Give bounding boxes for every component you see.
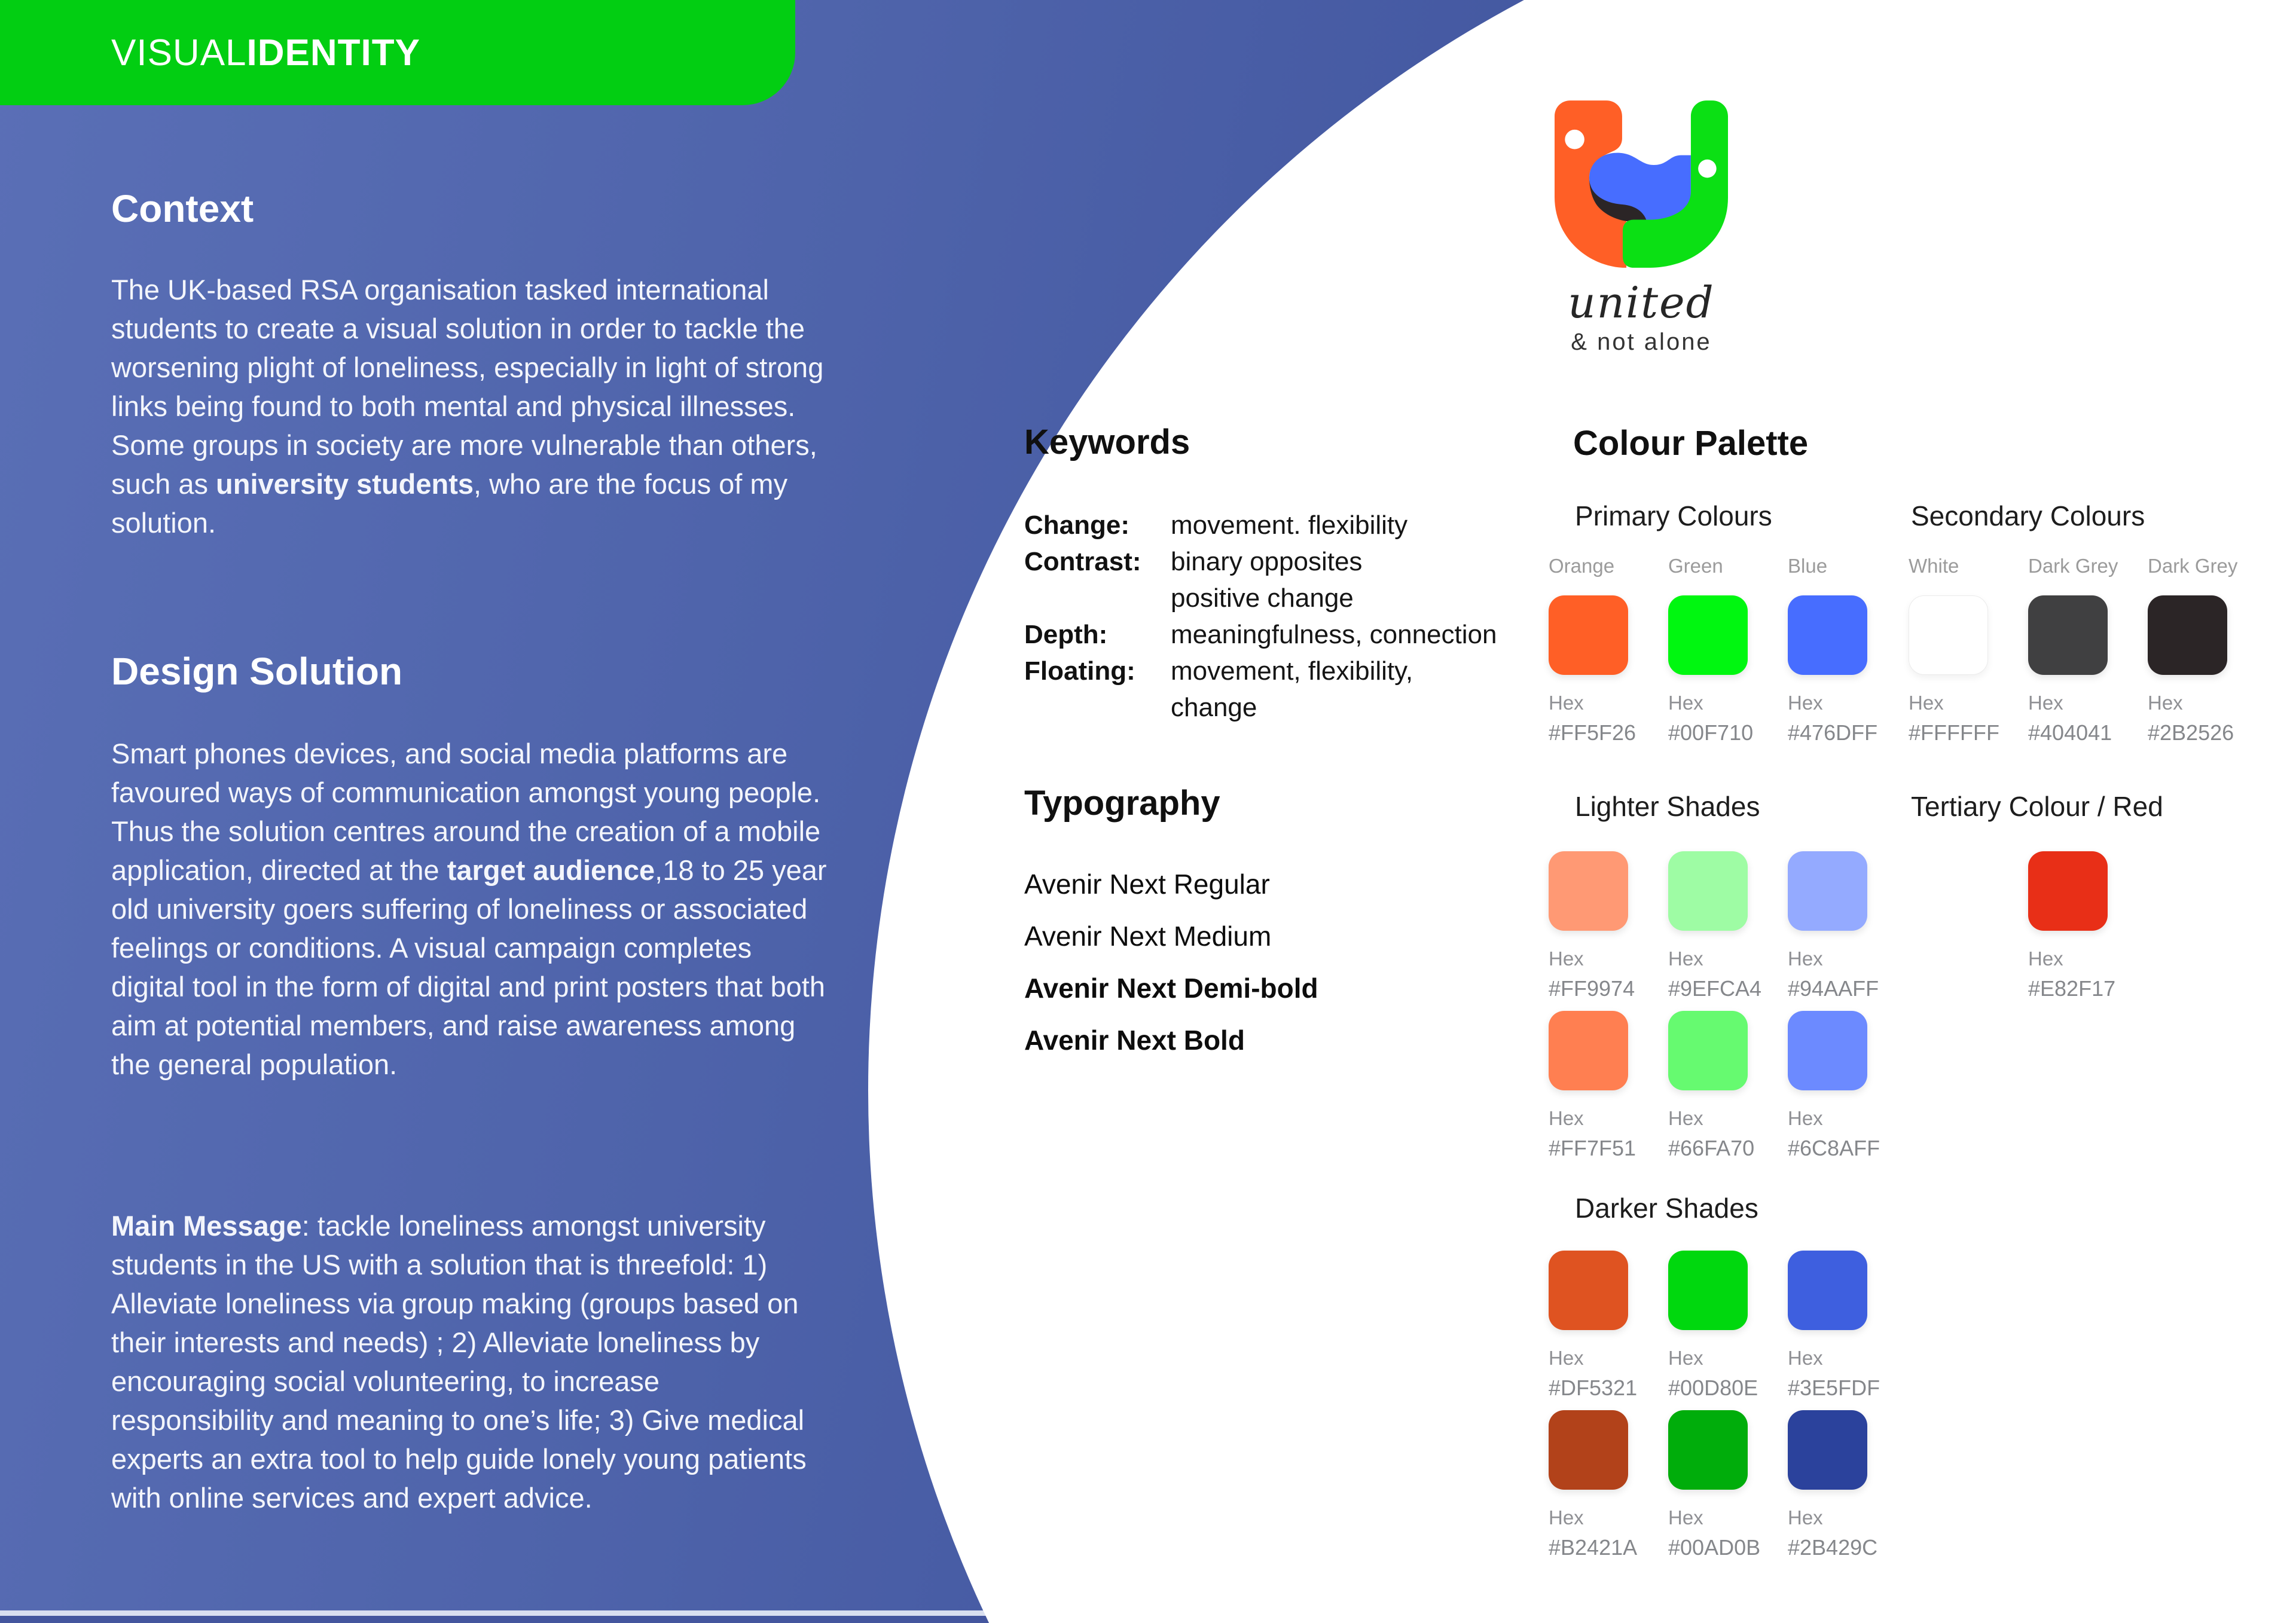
logo-eye-right (1698, 160, 1717, 178)
swatch-hex-value: #476DFF (1788, 720, 1878, 745)
swatch-colour-box (1668, 851, 1748, 931)
keyword-label (1024, 585, 1171, 612)
swatch-hex-label: Hex (1788, 1107, 1823, 1129)
keyword-value: meaningfulness, connection (1171, 620, 1497, 649)
swatch-hex-value: #FF9974 (1549, 976, 1635, 1001)
swatch-colour-box (1549, 595, 1628, 675)
swatch-cell (2148, 555, 2238, 745)
swatch-colour-box (1549, 1011, 1628, 1090)
page-bottom-edge-light (0, 1610, 993, 1616)
swatch-colour-name: Green (1668, 555, 1723, 577)
swatch-colour-box (1549, 1410, 1628, 1490)
secondary-colours-title: Secondary Colours (1911, 500, 2145, 531)
swatch-hex-label: Hex (1549, 692, 1584, 714)
swatch-cell (1549, 851, 1635, 1001)
secondary-swatch-row (1909, 555, 2238, 745)
logo-mark (1555, 100, 1728, 268)
keyword-value: movement. flexibility (1171, 511, 1408, 540)
swatch-row (1549, 1410, 1878, 1560)
swatch-hex-value: #B2421A (1549, 1535, 1638, 1560)
paragraph-bold-segment: target audience (447, 854, 655, 886)
swatch-cell (1549, 1410, 1638, 1560)
font-style-item: Avenir Next Regular (1024, 869, 1270, 900)
swatch-hex-label: Hex (1668, 1107, 1703, 1129)
swatch-cell (1668, 1410, 1761, 1560)
page-title-regular: VISUAL (111, 32, 247, 74)
logo (1528, 100, 1755, 356)
swatch-hex-value: #00AD0B (1668, 1535, 1761, 1560)
swatch-cell (1668, 555, 1754, 745)
swatch-hex-value: #00F710 (1668, 720, 1754, 745)
swatch-hex-value: #3E5FDF (1788, 1376, 1880, 1400)
swatch-colour-box (1788, 1011, 1867, 1090)
swatch-hex-value: #2B429C (1788, 1535, 1878, 1560)
swatch-colour-name: Dark Grey (2148, 555, 2238, 577)
swatch-hex-value: #00D80E (1668, 1376, 1758, 1400)
swatch-cell (1668, 851, 1762, 1001)
swatch-row (1549, 1011, 1880, 1161)
paragraph-segment: ,18 to 25 year old university goers suffering of loneliness or associated feelings or conditions. A visual campaign completes digital tool in the form of digital and print posters that both aim at potential members, and raise awareness among the general population. (111, 854, 827, 1080)
swatch-hex-label: Hex (1788, 1347, 1823, 1369)
keyword-label: Depth: (1024, 620, 1108, 649)
swatch-cell (1668, 1251, 1758, 1401)
swatch-cell (2028, 851, 2116, 1001)
swatch-hex-label: Hex (1668, 692, 1703, 714)
swatch-colour-name: Blue (1788, 555, 1828, 577)
swatch-hex-value: #2B2526 (2148, 720, 2234, 745)
primary-swatch-row (1549, 555, 1878, 745)
swatch-hex-value: #94AAFF (1788, 976, 1879, 1001)
lighter-swatch-rows (1549, 851, 1880, 1170)
swatch-colour-box (1788, 595, 1867, 675)
keywords-heading: Keywords (1024, 423, 1190, 461)
typography-font-list (1024, 868, 1318, 1076)
swatch-cell (1788, 1410, 1878, 1560)
swatch-hex-label: Hex (1788, 947, 1823, 970)
paragraph-bold-segment: university students (216, 468, 474, 500)
swatch-hex-label: Hex (1788, 692, 1823, 714)
swatch-colour-box (1668, 1011, 1748, 1090)
swatch-hex-label: Hex (1549, 1107, 1584, 1129)
swatch-hex-label: Hex (1909, 692, 1944, 714)
page-bottom-edge-dark (0, 1616, 993, 1623)
keyword-label: Floating: (1024, 656, 1135, 686)
swatch-hex-label: Hex (1788, 1506, 1823, 1529)
swatch-colour-box (1788, 851, 1867, 931)
swatch-colour-box (1909, 595, 1988, 675)
swatch-row (1549, 851, 1879, 1001)
keyword-label (1024, 694, 1171, 722)
header-tab (0, 0, 795, 105)
logo-wordmark: united (1568, 277, 1715, 328)
font-style-item: Avenir Next Bold (1024, 1025, 1245, 1056)
context-heading: Context (111, 187, 254, 230)
swatch-colour-box (1549, 1251, 1628, 1330)
keyword-value: binary opposites (1171, 547, 1363, 576)
swatch-cell (1788, 1011, 1880, 1161)
swatch-colour-box (2028, 851, 2108, 931)
swatch-hex-label: Hex (2028, 947, 2063, 970)
paragraph-segment: The UK-based RSA organisation tasked international students to create a visual solution in order to tackle the worsening plight of loneliness, especially in light of strong links being found to both mental and physical illnesses. Some groups in society are more vulnerable than others, such as (111, 274, 824, 500)
swatch-colour-name: White (1909, 555, 1959, 577)
design-solution-heading: Design Solution (111, 650, 403, 693)
darker-swatch-rows (1549, 1251, 1880, 1570)
swatch-colour-box (2028, 595, 2108, 675)
swatch-colour-box (1788, 1410, 1867, 1490)
swatch-hex-label: Hex (1549, 1506, 1584, 1529)
primary-colours-title: Primary Colours (1575, 500, 1772, 531)
paragraph-segment: : tackle loneliness amongst university students in the US with a solution that is threefold: 1) Alleviate loneliness via group making (groups based on their interests and needs) ; 2) Alleviate loneliness by encouraging social volunteering, to increase responsibility and meaning to one’s life; 3) Give medical experts an extra tool to help guide lonely young patients with online services and expert advice. (111, 1210, 807, 1514)
page-title (111, 32, 420, 74)
swatch-hex-value: #DF5321 (1549, 1376, 1638, 1400)
swatch-hex-label: Hex (1668, 1506, 1703, 1529)
paragraph-segment: Smart phones devices, and social media platforms are favoured ways of communication amongst young people. Thus the solution centres around the creation of a mobile application, directed at the (111, 738, 821, 886)
keyword-value: positive change (1171, 583, 1354, 613)
swatch-cell (1549, 1011, 1636, 1161)
swatch-hex-value: #FF7F51 (1549, 1136, 1636, 1160)
swatch-colour-box (1668, 1251, 1748, 1330)
swatch-hex-label: Hex (1668, 1347, 1703, 1369)
swatch-hex-label: Hex (1549, 947, 1584, 970)
swatch-cell (1909, 555, 1999, 745)
swatch-colour-box (1788, 1251, 1867, 1330)
swatch-colour-box (1549, 851, 1628, 931)
swatch-hex-label: Hex (1668, 947, 1703, 970)
logo-tagline: & not alone (1571, 329, 1712, 355)
tertiary-colour-title: Tertiary Colour / Red (1911, 791, 2163, 822)
keyword-label: Contrast: (1024, 547, 1141, 576)
paragraph-bold-segment: Main Message (111, 1210, 302, 1242)
swatch-cell (1788, 851, 1879, 1001)
swatch-row (1549, 1251, 1880, 1401)
swatch-hex-label: Hex (2148, 692, 2183, 714)
font-style-item: Avenir Next Medium (1024, 921, 1272, 952)
swatch-cell (2028, 555, 2118, 745)
swatch-hex-value: #6C8AFF (1788, 1136, 1880, 1160)
swatch-hex-value: #FF5F26 (1549, 720, 1636, 745)
colour-palette-heading: Colour Palette (1573, 424, 1809, 463)
swatch-colour-name: Orange (1549, 555, 1615, 577)
context-paragraph (111, 270, 829, 542)
swatch-hex-value: #9EFCA4 (1668, 976, 1762, 1001)
swatch-cell (1549, 555, 1636, 745)
keywords-table (1024, 512, 1497, 722)
keyword-label: Change: (1024, 511, 1129, 540)
swatch-hex-value: #404041 (2028, 720, 2112, 745)
swatch-hex-value: #E82F17 (2028, 976, 2116, 1001)
swatch-cell (1668, 1011, 1755, 1161)
swatch-colour-box (1668, 1410, 1748, 1490)
lighter-shades-title: Lighter Shades (1575, 791, 1760, 822)
swatch-cell (1788, 555, 1878, 745)
swatch-cell (1549, 1251, 1638, 1401)
main-message-paragraph (111, 1206, 829, 1517)
swatch-cell (1788, 1251, 1880, 1401)
tertiary-swatch-cell-holder (2028, 851, 2116, 1001)
typography-heading: Typography (1024, 784, 1220, 823)
swatch-colour-name: Dark Grey (2028, 555, 2118, 577)
paragraph-segment: , who are the focus of my solution. (111, 468, 788, 539)
darker-shades-title: Darker Shades (1575, 1193, 1758, 1224)
swatch-hex-value: #66FA70 (1668, 1136, 1755, 1160)
keyword-value: change (1171, 693, 1257, 722)
swatch-hex-label: Hex (1549, 1347, 1584, 1369)
swatch-colour-box (2148, 595, 2227, 675)
font-style-item: Avenir Next Demi-bold (1024, 973, 1318, 1004)
logo-eye-left (1565, 130, 1584, 149)
design-solution-paragraph (111, 734, 829, 1084)
swatch-hex-value: #FFFFFF (1909, 720, 1999, 745)
keyword-value: movement, flexibility, (1171, 656, 1413, 686)
swatch-hex-label: Hex (2028, 692, 2063, 714)
page-title-bold: IDENTITY (246, 32, 420, 74)
swatch-colour-box (1668, 595, 1748, 675)
